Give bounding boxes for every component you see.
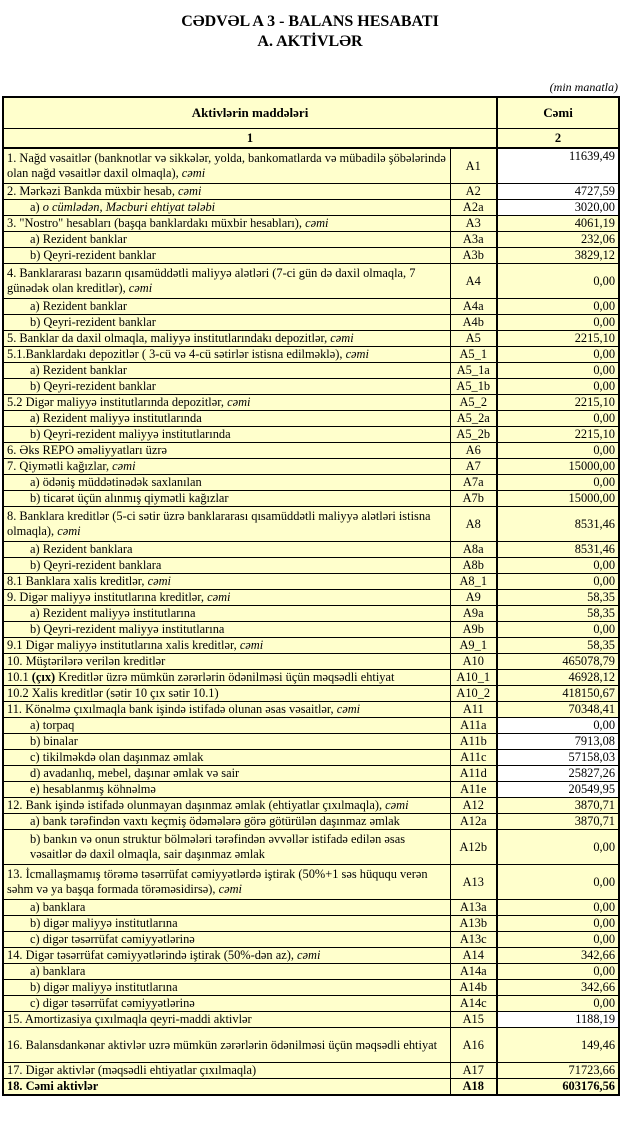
- item-label: [3, 916, 450, 932]
- item-label: [3, 347, 450, 363]
- table-row: [3, 670, 619, 686]
- item-label: [3, 654, 450, 670]
- item-label: [3, 590, 450, 606]
- table-row: [3, 980, 619, 996]
- item-value: 0,00: [497, 900, 619, 916]
- items-column-header: Aktivlərin maddələri: [3, 97, 497, 129]
- item-code: A13a: [450, 900, 497, 916]
- table-body: [3, 148, 619, 1095]
- item-label-part: 8.1 Banklara xalis kreditlər,: [7, 574, 148, 588]
- item-label: [3, 865, 450, 900]
- item-label: [3, 264, 450, 299]
- item-label-part: a) Rezident banklar: [30, 299, 128, 313]
- item-value: 15000,00: [497, 459, 619, 475]
- item-label: [3, 232, 450, 248]
- table-row: [3, 734, 619, 750]
- item-value: 2215,10: [497, 427, 619, 443]
- item-code: A7b: [450, 491, 497, 507]
- report-title: CƏDVƏL A 3 - BALANS HESABATI: [181, 13, 439, 30]
- table-row: [3, 1028, 619, 1063]
- item-label-part: 15. Amortizasiya çıxılmaqla qeyri-maddi aktivlər: [7, 1012, 252, 1026]
- table-row: [3, 558, 619, 574]
- item-code: A13: [450, 865, 497, 900]
- item-label-part: 9.1 Digər maliyyə institutlarına xalis kreditlər,: [7, 638, 240, 652]
- item-value: 58,35: [497, 590, 619, 606]
- item-label: [3, 814, 450, 830]
- item-code: A9_1: [450, 638, 497, 654]
- table-row: [3, 900, 619, 916]
- table-row: [3, 331, 619, 347]
- item-label-part: 2. Mərkəzi Bankda müxbir hesab,: [7, 184, 179, 198]
- table-row: [3, 798, 619, 814]
- item-code: A5_2a: [450, 411, 497, 427]
- item-label-part: cəmi: [147, 574, 171, 588]
- table-row: [3, 264, 619, 299]
- table-row: [3, 315, 619, 331]
- item-label: [3, 491, 450, 507]
- item-value: 1188,19: [497, 1012, 619, 1028]
- item-label: [3, 216, 450, 232]
- report-subtitle: A. AKTİVLƏR: [257, 33, 363, 50]
- item-code: A2: [450, 184, 497, 200]
- item-value: 20549,95: [497, 782, 619, 798]
- item-value: 15000,00: [497, 491, 619, 507]
- table-row: [3, 766, 619, 782]
- item-label: [3, 734, 450, 750]
- item-label-part: cəmi: [181, 166, 206, 180]
- table-row: [3, 200, 619, 216]
- table-row: [3, 686, 619, 702]
- table-row: [3, 964, 619, 980]
- item-label-part: cəmi: [128, 281, 153, 295]
- column-number-2: 2: [497, 129, 619, 149]
- table-row: [3, 932, 619, 948]
- item-value: 0,00: [497, 443, 619, 459]
- item-label-part: cəmi: [305, 216, 329, 230]
- item-label-part: c) digər təsərrüfat cəmiyyətlərinə: [30, 996, 195, 1010]
- item-code: A5_2: [450, 395, 497, 411]
- item-label-part: 17. Digər aktivlər (məqsədli ehtiyatlar çıxılmaqla): [7, 1063, 257, 1077]
- table-row: [3, 1012, 619, 1028]
- table-row: [3, 638, 619, 654]
- item-label-part: 8. Banklara kreditlər (5-ci sətir üzrə banklararası qısamüddətli maliyyə alətləri istisna olmaqla),: [7, 509, 431, 538]
- item-value: 342,66: [497, 948, 619, 964]
- item-code: A10_1: [450, 670, 497, 686]
- table-row: [3, 148, 619, 184]
- item-value: 232,06: [497, 232, 619, 248]
- item-label-part: a) banklara: [30, 964, 86, 978]
- item-label-part: cəmi: [385, 798, 409, 812]
- item-label: [3, 379, 450, 395]
- table-row: [3, 574, 619, 590]
- item-label-part: a) Rezident banklar: [30, 232, 128, 246]
- item-label: [3, 980, 450, 996]
- item-label-part: cəmi: [207, 590, 231, 604]
- item-value: 7913,08: [497, 734, 619, 750]
- title-block: [0, 12, 620, 52]
- item-value: 0,00: [497, 347, 619, 363]
- item-label-part: 9. Digər maliyyə institutlarına kreditlər,: [7, 590, 208, 604]
- table-row: [3, 590, 619, 606]
- table-row: [3, 865, 619, 900]
- table-row: [3, 606, 619, 622]
- item-code: A12b: [450, 830, 497, 865]
- item-value: 3870,71: [497, 798, 619, 814]
- item-value: 3829,12: [497, 248, 619, 264]
- item-label: [3, 670, 450, 686]
- item-code: A11d: [450, 766, 497, 782]
- item-label-part: b) bankın və onun struktur bölmələri tərəfindən əvvəllər istifadə edilən əsas vəsaitlər də daxil olmaqla, sair daşınmaz əmlak: [30, 832, 406, 861]
- item-code: A9b: [450, 622, 497, 638]
- item-label-part: Kreditlər üzrə mümkün zərərlərin ödənilməsi üçün məqsədli ehtiyat: [55, 670, 395, 684]
- item-value: 25827,26: [497, 766, 619, 782]
- item-label-part: cəmi: [330, 331, 354, 345]
- item-label-part: cəmi: [178, 184, 202, 198]
- item-label-part: 10.1: [7, 670, 32, 684]
- table-row: [3, 830, 619, 865]
- item-value: 0,00: [497, 916, 619, 932]
- item-label: [3, 948, 450, 964]
- item-label: [3, 363, 450, 379]
- item-value: 149,46: [497, 1028, 619, 1063]
- table-row: [3, 750, 619, 766]
- item-label-part: a): [30, 200, 43, 214]
- item-label: [3, 900, 450, 916]
- item-code: A18: [450, 1079, 497, 1096]
- item-label-part: b) Qeyri-rezident banklar: [30, 248, 156, 262]
- item-label-part: cəmi: [112, 459, 136, 473]
- item-label-part: cəmi: [345, 347, 369, 361]
- item-label: [3, 996, 450, 1012]
- item-label-part: e) hesablanmış köhnəlmə: [30, 782, 156, 796]
- item-code: A3b: [450, 248, 497, 264]
- item-label: [3, 299, 450, 315]
- item-label-part: a) Rezident maliyyə institutlarına: [30, 606, 196, 620]
- item-label: [3, 248, 450, 264]
- item-code: A14: [450, 948, 497, 964]
- item-code: A12: [450, 798, 497, 814]
- item-label-part: cəmi: [227, 395, 251, 409]
- item-value: 46928,12: [497, 670, 619, 686]
- item-code: A5: [450, 331, 497, 347]
- item-label: [3, 1079, 450, 1096]
- table-row: [3, 443, 619, 459]
- item-label-part: 12. Bank işində istifadə olunmayan daşınmaz əmlak (ehtiyatlar çıxılmaqla),: [7, 798, 386, 812]
- item-label-part: a) ödəniş müddətinədək saxlanılan: [30, 475, 202, 489]
- item-code: A11a: [450, 718, 497, 734]
- item-label-part: d) avadanlıq, mebel, daşınar əmlak və sair: [30, 766, 240, 780]
- table-row: [3, 363, 619, 379]
- table-row: [3, 1079, 619, 1096]
- item-code: A12a: [450, 814, 497, 830]
- item-label-part: 18. Cəmi aktivlər: [7, 1079, 99, 1093]
- table-row: [3, 232, 619, 248]
- table-row: [3, 248, 619, 264]
- item-label: [3, 558, 450, 574]
- item-value: 0,00: [497, 865, 619, 900]
- item-value: 70348,41: [497, 702, 619, 718]
- item-code: A1: [450, 148, 497, 184]
- item-label: [3, 718, 450, 734]
- item-code: A3: [450, 216, 497, 232]
- item-label: [3, 574, 450, 590]
- item-label-part: 5.2 Digər maliyyə institutlarında depozitlər,: [7, 395, 228, 409]
- item-code: A10_2: [450, 686, 497, 702]
- item-label: [3, 750, 450, 766]
- item-label-part: (çıx): [31, 670, 56, 684]
- item-value: 58,35: [497, 606, 619, 622]
- item-value: 0,00: [497, 964, 619, 980]
- item-value: 8531,46: [497, 542, 619, 558]
- item-code: A8b: [450, 558, 497, 574]
- item-label: [3, 638, 450, 654]
- item-value: 342,66: [497, 980, 619, 996]
- item-value: 0,00: [497, 558, 619, 574]
- item-value: 0,00: [497, 830, 619, 865]
- item-label-part: b) Qeyri-rezident maliyyə institutlarında: [30, 427, 231, 441]
- item-code: A5_1b: [450, 379, 497, 395]
- item-value: 3870,71: [497, 814, 619, 830]
- column-number-row: [3, 129, 619, 149]
- item-value: 603176,56: [497, 1079, 619, 1096]
- item-label: [3, 702, 450, 718]
- item-label-part: a) Rezident banklara: [30, 542, 133, 556]
- item-label: [3, 686, 450, 702]
- item-code: A7a: [450, 475, 497, 491]
- item-code: A14a: [450, 964, 497, 980]
- item-code: A7: [450, 459, 497, 475]
- item-code: A8: [450, 507, 497, 542]
- item-value: 0,00: [497, 264, 619, 299]
- column-number-1: 1: [3, 129, 497, 149]
- item-code: A11c: [450, 750, 497, 766]
- item-code: A5_1: [450, 347, 497, 363]
- item-code: A5_1a: [450, 363, 497, 379]
- item-code: A9: [450, 590, 497, 606]
- item-value: 71723,66: [497, 1063, 619, 1079]
- item-label-part: 14. Digər təsərrüfat cəmiyyətlərində iştirak (50%-dən az),: [7, 948, 298, 962]
- table-row: [3, 916, 619, 932]
- item-label-part: b) Qeyri-rezident maliyyə institutlarına: [30, 622, 225, 636]
- table-row: [3, 996, 619, 1012]
- item-label-part: a) torpaq: [30, 718, 75, 732]
- item-label-part: 10. Müştərilərə verilən kreditlər: [7, 654, 166, 668]
- table-row: [3, 347, 619, 363]
- item-value: 2215,10: [497, 331, 619, 347]
- header-row: [3, 97, 619, 129]
- item-label: [3, 830, 450, 865]
- item-label-part: b) digər maliyyə institutlarına: [30, 916, 178, 930]
- item-label-part: a) Rezident banklar: [30, 363, 128, 377]
- item-code: A9a: [450, 606, 497, 622]
- item-code: A10: [450, 654, 497, 670]
- item-label: [3, 200, 450, 216]
- item-label-part: 5. Banklar da daxil olmaqla, maliyyə institutlarındakı depozitlər,: [7, 331, 331, 345]
- item-label-part: b) digər maliyyə institutlarına: [30, 980, 178, 994]
- item-value: 0,00: [497, 932, 619, 948]
- item-label: [3, 395, 450, 411]
- item-value: 8531,46: [497, 507, 619, 542]
- item-label-part: 4. Banklararası bazarın qısamüddətli maliyyə alətləri (7-ci gün də daxil olmaqla, 7 günədək olan kreditlər),: [7, 266, 416, 295]
- item-label-part: 11. Könəlmə çıxılmaqla bank işində istifadə olunan əsas vəsaitlər,: [7, 702, 337, 716]
- table-row: [3, 184, 619, 200]
- item-code: A17: [450, 1063, 497, 1079]
- item-label: [3, 475, 450, 491]
- unit-note: (min manatla): [549, 80, 618, 94]
- table-row: [3, 814, 619, 830]
- table-row: [3, 718, 619, 734]
- item-label: [3, 148, 450, 184]
- balance-sheet-table: [2, 96, 620, 1096]
- item-label-part: cəmi: [297, 948, 321, 962]
- item-label-part: 16. Balansdankənar aktivlər uzrə mümkün zərərlərin ödənilməsi üçün məqsədli ehtiyat: [7, 1037, 438, 1052]
- table-row: [3, 622, 619, 638]
- item-label: [3, 798, 450, 814]
- item-label: [3, 1063, 450, 1079]
- item-value: 2215,10: [497, 395, 619, 411]
- item-label: [3, 1012, 450, 1028]
- item-label: [3, 443, 450, 459]
- item-code: A8a: [450, 542, 497, 558]
- item-code: A8_1: [450, 574, 497, 590]
- item-value: 0,00: [497, 299, 619, 315]
- item-value: 465078,79: [497, 654, 619, 670]
- item-label-part: b) Qeyri-rezident banklar: [30, 315, 156, 329]
- item-label-part: o cümlədən, Məcburi ehtiyat tələbi: [42, 200, 216, 214]
- table-row: [3, 542, 619, 558]
- item-label: [3, 411, 450, 427]
- item-value: 0,00: [497, 996, 619, 1012]
- table-row: [3, 411, 619, 427]
- table-row: [3, 491, 619, 507]
- item-label-part: 7. Qiymətli kağızlar,: [7, 459, 113, 473]
- table-row: [3, 654, 619, 670]
- item-label: [3, 782, 450, 798]
- table-row: [3, 1063, 619, 1079]
- item-label-part: c) digər təsərrüfat cəmiyyətlərinə: [30, 932, 195, 946]
- table-row: [3, 427, 619, 443]
- item-value: 0,00: [497, 574, 619, 590]
- item-label-part: 3. "Nostro" hesabları (başqa banklardakı müxbir hesabları),: [7, 216, 306, 230]
- item-label-part: 6. Əks REPO əməliyyatları üzrə: [7, 443, 168, 457]
- item-code: A11: [450, 702, 497, 718]
- table-row: [3, 379, 619, 395]
- item-label-part: 1. Nağd vəsaitlər (banknotlar və sikkələr, yolda, bankomatlarda və mübadilə şöbələrində olan nağd vəsaitlər daxil olmaqla),: [7, 151, 446, 180]
- item-code: A4: [450, 264, 497, 299]
- item-value: 57158,03: [497, 750, 619, 766]
- item-value: 4727,59: [497, 184, 619, 200]
- item-label-part: cəmi: [239, 638, 264, 652]
- item-code: A16: [450, 1028, 497, 1063]
- item-value: 11639,49: [497, 148, 619, 184]
- item-label-part: a) Rezident maliyyə institutlarında: [30, 411, 202, 425]
- item-label: [3, 932, 450, 948]
- table-row: [3, 475, 619, 491]
- item-label-part: b) ticarət üçün alınmış qiymətli kağızlar: [30, 491, 229, 505]
- table-row: [3, 948, 619, 964]
- item-label: [3, 184, 450, 200]
- item-label: [3, 766, 450, 782]
- item-label-part: a) banklara: [30, 900, 86, 914]
- item-label-part: cəmi: [336, 702, 361, 716]
- item-label-part: b) binalar: [30, 734, 78, 748]
- item-value: 4061,19: [497, 216, 619, 232]
- item-code: A14b: [450, 980, 497, 996]
- item-code: A15: [450, 1012, 497, 1028]
- item-value: 0,00: [497, 622, 619, 638]
- table-row: [3, 702, 619, 718]
- item-label-part: 10.2 Xalis kreditlər (sətir 10 çıx sətir 10.1): [7, 686, 219, 700]
- item-value: 418150,67: [497, 686, 619, 702]
- table-row: [3, 299, 619, 315]
- table-row: [3, 216, 619, 232]
- table-header: [3, 97, 619, 148]
- item-value: 3020,00: [497, 200, 619, 216]
- item-label: [3, 622, 450, 638]
- item-code: A2a: [450, 200, 497, 216]
- item-value: 0,00: [497, 718, 619, 734]
- item-value: 0,00: [497, 475, 619, 491]
- item-code: A14c: [450, 996, 497, 1012]
- item-label-part: a) bank tərəfindən vaxtı keçmiş ödəmələrə görə götürülən daşınmaz əmlak: [30, 814, 400, 828]
- table-row: [3, 782, 619, 798]
- item-label-part: b) Qeyri-rezident banklara: [30, 558, 162, 572]
- item-label: [3, 427, 450, 443]
- item-value: 0,00: [497, 379, 619, 395]
- item-code: A13b: [450, 916, 497, 932]
- item-code: A4b: [450, 315, 497, 331]
- item-value: 0,00: [497, 315, 619, 331]
- table-row: [3, 507, 619, 542]
- item-label-part: c) tikilməkdə olan daşınmaz əmlak: [30, 750, 204, 764]
- table-row: [3, 459, 619, 475]
- item-code: A13c: [450, 932, 497, 948]
- item-label-part: 5.1.Banklardakı depozitlər ( 3-cü və 4-cü sətirlər istisna edilməklə),: [7, 347, 346, 361]
- item-label-part: cəmi: [57, 524, 81, 538]
- item-label: [3, 459, 450, 475]
- item-value: 0,00: [497, 411, 619, 427]
- item-value: 58,35: [497, 638, 619, 654]
- item-label: [3, 1028, 450, 1063]
- item-label: [3, 507, 450, 542]
- item-code: A5_2b: [450, 427, 497, 443]
- item-code: A6: [450, 443, 497, 459]
- item-code: A3a: [450, 232, 497, 248]
- item-label: [3, 964, 450, 980]
- item-code: A11e: [450, 782, 497, 798]
- item-code: A4a: [450, 299, 497, 315]
- item-label-part: b) Qeyri-rezident banklar: [30, 379, 156, 393]
- item-label: [3, 606, 450, 622]
- item-label: [3, 315, 450, 331]
- item-value: 0,00: [497, 363, 619, 379]
- item-label-part: cəmi: [218, 882, 242, 896]
- item-label: [3, 331, 450, 347]
- table-row: [3, 395, 619, 411]
- total-column-header: Cəmi: [497, 97, 619, 129]
- item-label: [3, 542, 450, 558]
- item-label-part: 13. İcmallaşmamış törəmə təsərrüfat cəmiyyətlərdə iştirak (50%+1 səs hüququ verən səhm və ya başqa formada törəməsidirsə),: [7, 867, 428, 896]
- item-code: A11b: [450, 734, 497, 750]
